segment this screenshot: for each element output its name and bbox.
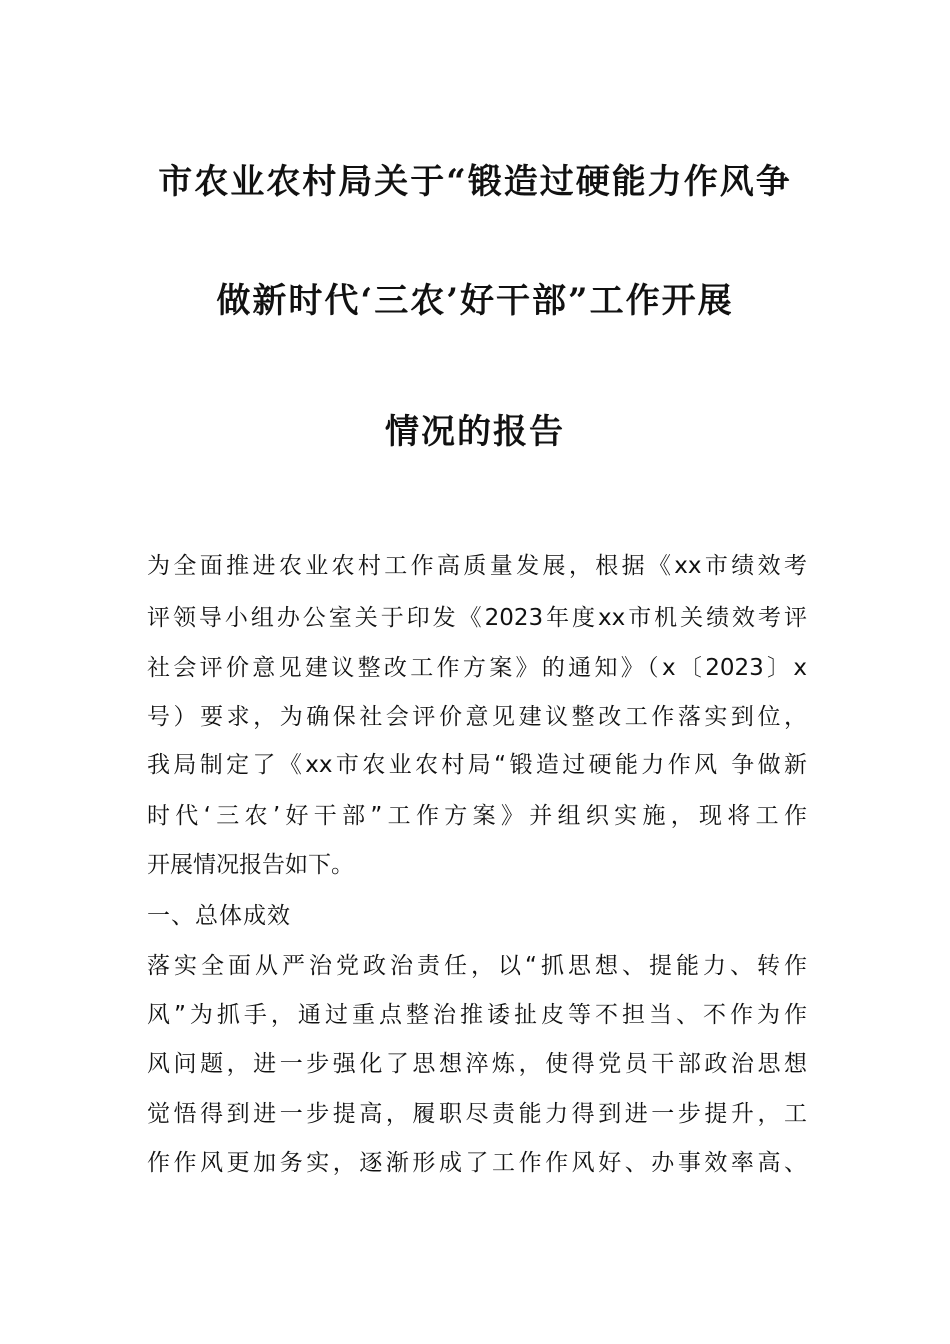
document-title-line-1: 市农业农村局关于“锻造过硬能力作风争 [158,162,792,202]
paragraph-2-line-1: 落实全面从严治党政治责任，以“抓思想、提能力、转作 [147,953,807,979]
paragraph-2-line-2: 风”为抓手，通过重点整治推诿扯皮等不担当、不作为作 [147,1002,807,1028]
document-title-line-2: 做新时代‘三农’好干部”工作开展 [216,281,734,321]
document-title-line-3: 情况的报告 [385,412,565,452]
paragraph-2-line-5: 作作风更加务实，逐渐形成了工作作风好、办事效率高、 [147,1150,807,1176]
paragraph-1-line-2: 评领导小组办公室关于印发《2023年度xx市机关绩效考评 [147,605,807,631]
paragraph-2-line-3: 风问题，进一步强化了思想淬炼，使得党员干部政治思想 [147,1051,807,1077]
section-1-heading: 一、总体成效 [147,903,291,929]
paragraph-1-line-4: 号）要求，为确保社会评价意见建议整改工作落实到位， [147,704,807,730]
paragraph-1-line-1: 为全面推进农业农村工作高质量发展，根据《xx市绩效考 [147,553,807,579]
paragraph-1-line-5: 我局制定了《xx市农业农村局“锻造过硬能力作风 争做新 [147,752,807,778]
paragraph-2-line-4: 觉悟得到进一步提高，履职尽责能力得到进一步提升，工 [147,1101,807,1127]
paragraph-1-line-6: 时代‘三农’好干部”工作方案》并组织实施，现将工作 [147,803,807,829]
paragraph-1-line-3: 社会评价意见建议整改工作方案》的通知》（x〔2023〕x [147,655,807,681]
paragraph-1-line-7: 开展情况报告如下。 [147,852,354,878]
